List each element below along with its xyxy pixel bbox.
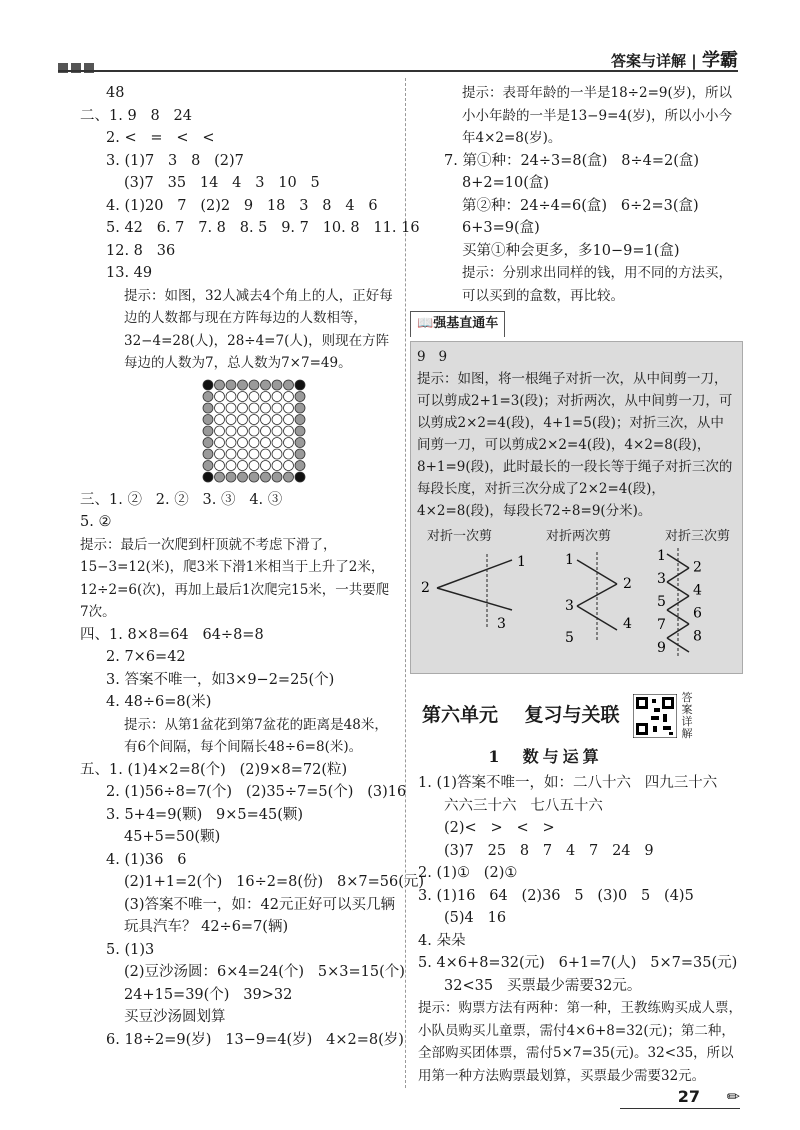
fold-number: 1 [565,551,574,568]
person-dot [284,403,294,413]
person-dot [284,449,294,459]
header-rule [58,70,738,72]
fold-number: 5 [565,629,574,646]
person-dot [226,460,236,470]
person-dot [238,472,248,482]
answer-line: 五、1. (1)4×2=8(个) (2)9×8=72(粒) [80,761,348,778]
person-dot [284,472,294,482]
person-dot [238,414,248,424]
hint-text: 提示：从第1盆花到第7盆花的距离是48米，有6个间隔，每个间隔长48÷6=8(米)。 [124,716,388,755]
header-brand: 学霸 [702,50,738,71]
answer-line: (3)7 25 8 7 4 7 24 9 [444,842,654,859]
person-dot [249,472,259,482]
person-dot [215,460,225,470]
challenge-box [410,341,743,674]
answer-line: 5. ② [80,514,112,530]
person-dot [203,391,213,401]
answer-line: (5)4 16 [444,910,507,926]
person-dot [238,460,248,470]
person-dot [249,449,259,459]
dot-grid [202,379,308,485]
square-formation-figure [202,379,395,485]
answer-line: 48 [106,85,125,101]
qr-code-icon [633,694,677,738]
person-dot [261,472,271,482]
fold-number: 5 [657,593,666,610]
person-dot [295,403,305,413]
fold-number: 7 [657,616,666,633]
person-dot [295,437,305,447]
corner-dot [203,380,213,390]
fold-number: 3 [657,570,666,587]
answer-line: 5. 42 6. 7 7. 8 8. 5 9. 7 10. 8 11. 16 [106,220,420,236]
fold-number: 8 [693,628,702,644]
person-dot [238,449,248,459]
answer-line: 4. 48÷6=8(米) [106,694,212,710]
fold-number: 1 [517,553,526,570]
person-dot [249,391,259,401]
answer-line: (2)< > < > [444,820,555,836]
answer-line: 2. (1)① (2)① [418,865,518,881]
box-title-text: 强基直通车 [433,316,499,331]
rope-segment [437,560,512,588]
rope-segment [437,588,512,610]
answer-line: 四、1. 8×8=64 64÷8=8 [80,626,264,643]
answer-line: (2)豆沙汤圆：6×4=24(个) 5×3=15(个) [124,964,405,980]
person-dot [249,380,259,390]
person-dot [272,414,282,424]
answer-line: 2. (1)56÷8=7(个) (2)35÷7=5(个) (3)16 [106,784,407,800]
answer-line: 第②种：24÷4=6(盒) 6÷2=3(盒) [462,197,699,214]
answer-line: 二、1. 9 8 24 [80,107,192,124]
corner-dot [295,380,305,390]
person-dot [203,403,213,413]
person-dot [203,437,213,447]
fold-number: 4 [693,582,702,598]
hint-text: 提示：购票方法有两种：第一种，王教练购买成人票，小队员购买儿童票，需付4×6+8=32(元)；第二种，全部购买团体票，需付5×7=35(元)。32<35，所以用第一种方法购票最划算，买票最少需要32元。 [418,1000,742,1084]
answer-line: 4. (1)20 7 (2)2 9 18 3 8 4 6 [106,197,378,214]
person-dot [295,414,305,424]
pencil-icon: ✏ [726,1087,740,1106]
person-dot [272,437,282,447]
person-dot [284,391,294,401]
header-blocks [58,58,97,77]
person-dot [203,414,213,424]
header-title-group: 答案与详解 | 学霸 [611,50,738,71]
person-dot [272,472,282,482]
person-dot [249,437,259,447]
person-dot [261,380,271,390]
answer-line: 3. 答案不唯一，如3×9−2=25(个) [106,671,335,688]
person-dot [261,449,271,459]
box-answer: 9 9 [417,348,448,365]
answer-line: 12. 8 36 [106,242,176,259]
person-dot [261,414,271,424]
corner-dot [295,472,305,482]
answer-line: 3. (1)16 64 (2)36 5 (3)0 5 (4)5 [418,887,694,904]
person-dot [226,403,236,413]
person-dot [203,426,213,436]
fold-number: 4 [623,615,632,632]
answer-line: 45+5=50(颗) [124,829,221,845]
answer-line: 32<35 买票最少需要32元。 [444,977,642,994]
fold-number: 6 [693,605,702,621]
footer-rule [620,1108,740,1109]
person-dot [238,426,248,436]
hint-text: 提示：如图，32人减去4个角上的人，正好每边的人数都与现在方阵每边的人数相等，32−4=28(人)，28÷4=7(人)，则现在方阵每边的人数为7，总人数为7×7=49。 [124,287,393,371]
person-dot [215,437,225,447]
person-dot [226,391,236,401]
rope-segment [667,610,689,624]
person-dot [284,426,294,436]
answer-line: 5. 4×6+8=32(元) 6+1=7(人) 5×7=35(元) [418,955,738,971]
person-dot [249,403,259,413]
answer-line: 4. 朵朵 [418,932,466,949]
fold-number: 3 [497,615,506,632]
person-dot [261,426,271,436]
answer-line: (2)1+1=2(个) 16÷2=8(份) 8×7=56(元) [124,874,425,890]
fold-number: 2 [421,579,430,596]
corner-dot [203,472,213,482]
person-dot [238,403,248,413]
answer-line: 买第①种会更多，多10−9=1(盒) [462,242,680,259]
fold-number: 9 [657,639,666,656]
qr-label: 答案详解 [681,690,693,740]
person-dot [272,449,282,459]
answer-line: 24+15=39(个) 39>32 [124,986,293,1003]
fold-number: 2 [693,559,702,575]
person-dot [249,426,259,436]
box-title [410,311,505,337]
person-dot [215,414,225,424]
answer-line: (3)答案不唯一，如：42元正好可以买几辆玩具汽车？ 42÷6=7(辆) [124,896,395,935]
answer-line: 3. 5+4=9(颗) 9×5=45(颗) [106,806,304,823]
answer-line: 8+2=10(盒) [462,175,550,191]
person-dot [226,414,236,424]
person-dot [226,426,236,436]
section-subtitle: 1 数与运算 [488,746,603,766]
person-dot [272,391,282,401]
answer-line: 13. 49 [106,265,153,281]
person-dot [226,380,236,390]
answer-line: 1. (1)答案不唯一，如：二八十六 四九三十六 [418,775,718,791]
box-hint: 提示：如图，将一根绳子对折一次，从中间剪一刀，可以剪成2+1=3(段)；对折两次，从中间剪一刀，可以剪成2×2=4(段)，4+1=5(段)；对折三次，从中间剪一刀，可以剪成2×2=4(段)，4×2=8(段)，8+1=9(段)，此时最长的一段长等于绳子对折三次的每段长度，对折三次分成了2×2=4(段)，4×2=8(段)，每段长72÷8=9(分米)。 [417,370,733,519]
person-dot [249,414,259,424]
person-dot [215,472,225,482]
person-dot [295,391,305,401]
person-dot [284,380,294,390]
book-icon: 📖 [417,316,434,331]
person-dot [284,437,294,447]
person-dot [249,460,259,470]
page-number: 27 [677,1087,700,1106]
answer-line: 2. < = < < [106,130,215,146]
person-dot [295,460,305,470]
hint-text: 提示：最后一次爬到杆顶就不考虑下滑了，15−3=12(米)，爬3米下滑1米相当于上升了2米，12÷2=6(次)，再加上最后1次爬完15米，一共要爬7次。 [80,536,390,620]
person-dot [226,449,236,459]
answer-line: 4. (1)36 6 [106,851,187,868]
person-dot [215,380,225,390]
person-dot [215,426,225,436]
answer-line: 5. (1)3 [106,941,155,958]
person-dot [238,380,248,390]
person-dot [295,426,305,436]
answer-line: 7. 第①种：24÷3=8(盒) 8÷4=2(盒) [444,152,700,169]
hint-text: 提示：表哥年龄的一半是18÷2=9(岁)，所以小小年龄的一半是13−9=4(岁)，所以小小今年4×2=8(岁)。 [462,85,733,146]
person-dot [272,460,282,470]
person-dot [203,449,213,459]
left-column [80,82,425,1051]
person-dot [215,403,225,413]
fold-number: 1 [657,547,666,564]
person-dot [226,472,236,482]
person-dot [226,437,236,447]
person-dot [272,426,282,436]
right-column [418,82,743,1087]
fold-label: 对折两次剪 [545,528,611,544]
unit-title [422,692,743,740]
fold-label: 对折一次剪 [427,528,493,544]
person-dot [284,460,294,470]
fold-labels [417,522,736,548]
person-dot [261,403,271,413]
fold-number: 3 [565,597,574,614]
person-dot [261,437,271,447]
answer-line: 六六三十六 七八五十六 [444,797,603,814]
person-dot [272,403,282,413]
answer-line: 2. 7×6=42 [106,649,186,665]
person-dot [272,380,282,390]
answer-line: 6. 18÷2=9(岁) 13−9=4(岁) 4×2=8(岁) [106,1031,404,1048]
rope-fold-diagram [417,548,727,660]
fold-label: 对折三次剪 [664,528,730,544]
answer-line: 6+3=9(盒) [462,220,540,236]
person-dot [238,437,248,447]
person-dot [261,391,271,401]
answer-line: (3)7 35 14 4 3 10 5 [124,175,320,191]
person-dot [284,414,294,424]
header-title: 答案与详解 [611,52,687,70]
answer-line: 3. (1)7 3 8 (2)7 [106,152,244,169]
fold-number: 2 [623,575,632,592]
answer-line: 三、1. ② 2. ② 3. ③ 4. ③ [80,491,283,508]
person-dot [203,460,213,470]
person-dot [261,460,271,470]
person-dot [215,449,225,459]
hint-text: 提示：分别求出同样的钱，用不同的方法买，可以买到的盒数，再比较。 [462,265,732,304]
answer-line: 买豆沙汤圆划算 [124,1009,226,1025]
unit-title-text: 第六单元 复习与关联 [422,704,620,727]
person-dot [295,449,305,459]
person-dot [238,391,248,401]
person-dot [215,391,225,401]
